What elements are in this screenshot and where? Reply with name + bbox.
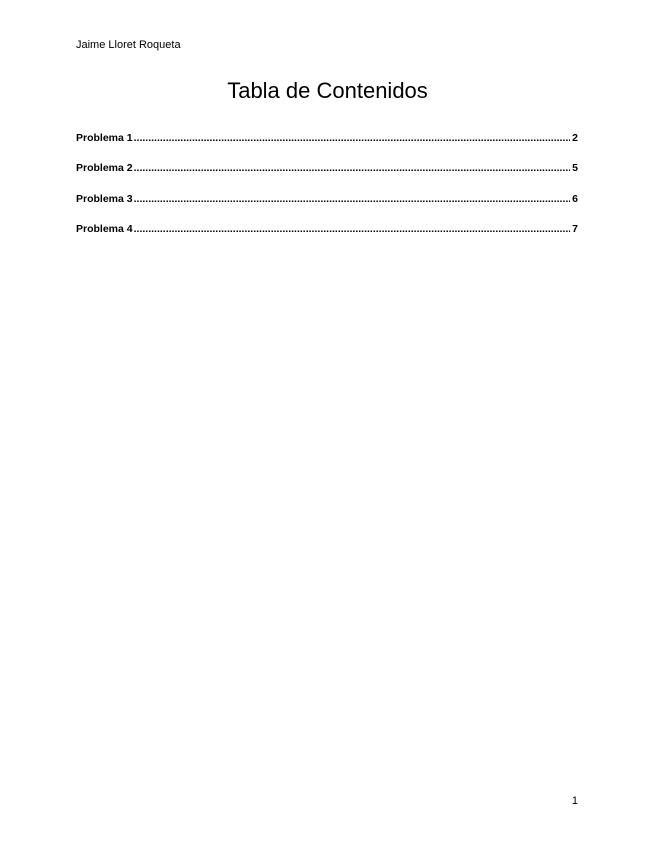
toc-entry-page-number: 2 — [572, 132, 578, 144]
toc-entry-problema-3[interactable] — [76, 192, 578, 207]
toc-entry-label: Problema 4 — [76, 222, 133, 235]
page-title: Tabla de Contenidos — [227, 78, 428, 103]
toc-dot-leader — [134, 222, 571, 237]
toc-entry-page-number: 5 — [572, 162, 578, 175]
toc-dot-leader — [134, 161, 571, 176]
toc-entry-page-number: 7 — [572, 222, 578, 235]
toc-dot-leader — [134, 192, 571, 207]
footer-page-number: 1 — [571, 795, 578, 807]
toc-entry-problema-4[interactable] — [76, 222, 578, 237]
toc-dot-leader — [134, 131, 571, 146]
toc-entry-page-number: 6 — [572, 192, 578, 205]
toc-entry-problema-2[interactable] — [76, 161, 578, 176]
toc-entry-label: Problema 1 — [76, 132, 133, 144]
toc-entry-label: Problema 3 — [76, 192, 133, 205]
header-author-name: Jaime Lloret Roqueta — [76, 39, 181, 51]
toc-entry-problema-1[interactable] — [76, 131, 578, 146]
table-of-contents — [76, 131, 578, 252]
toc-entry-label: Problema 2 — [76, 162, 133, 175]
